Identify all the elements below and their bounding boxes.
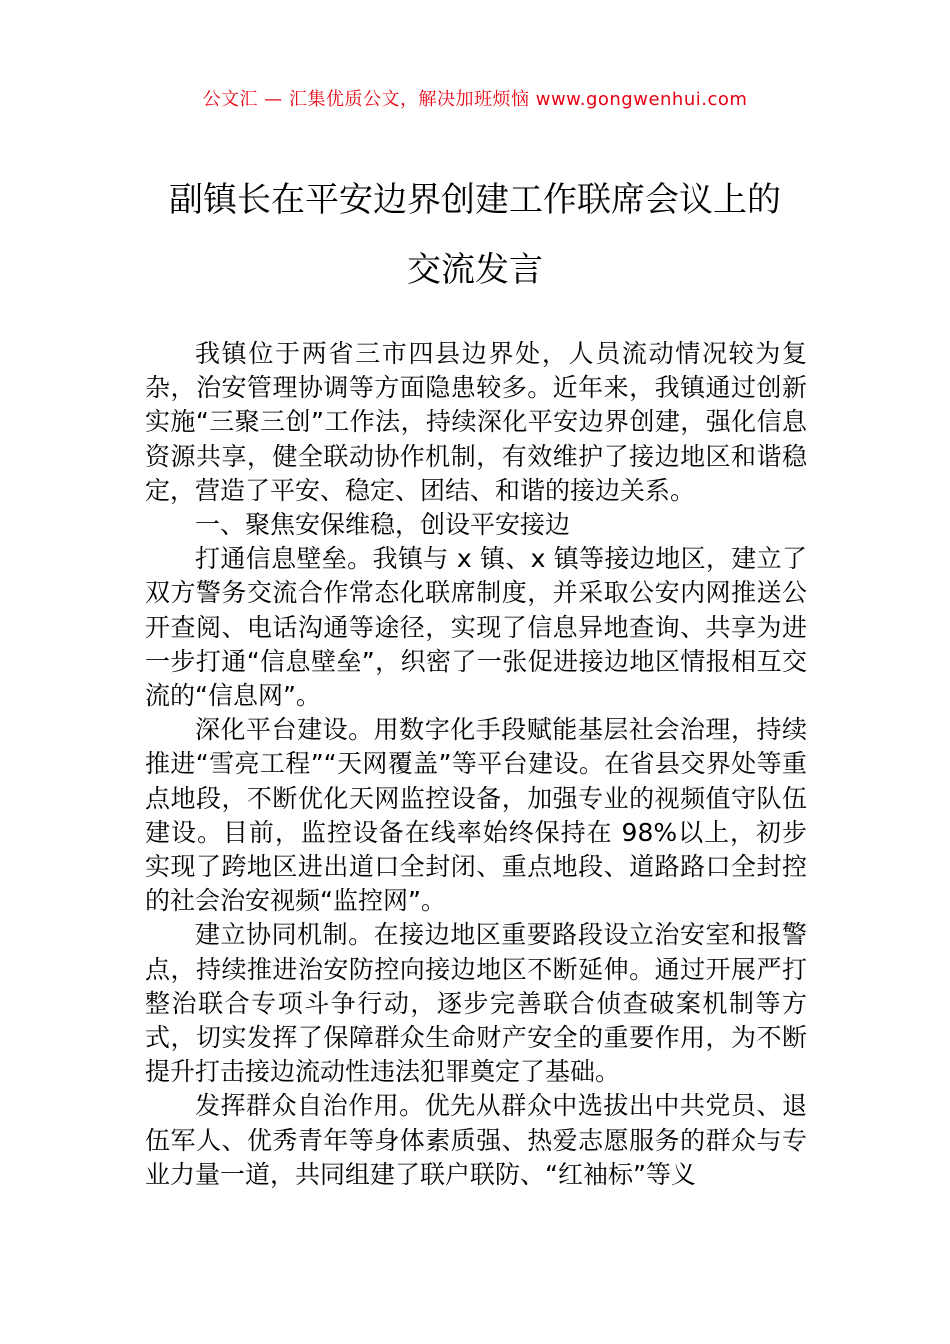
document-body [145,337,807,1192]
document-title-line-2: 交流发言 [407,250,543,290]
header-banner: 公文汇 — 汇集优质公文，解决加班烦恼 www.gongwenhui.com [202,89,748,110]
paragraph-mass-autonomy: 发挥群众自治作用。优先从群众中选拔出中共党员、退伍军人、优秀青年等身体素质强、热爱志愿服务的群众与专业力量一道，共同组建了联户联防、“红袖标”等义 [145,1091,807,1189]
section-heading-1: 一、聚焦安保维稳，创设平安接边 [195,510,571,540]
paragraph-platform-construction: 深化平台建设。用数字化手段赋能基层社会治理，持续推进“雪亮工程”“天网覆盖”等平台建设。在省县交界处等重点地段，不断优化天网监控设备，加强专业的视频值守队伍建设。目前，监控设备在线率始终保持在 98%以上，初步实现了跨地区进出道口全封闭、重点地段、道路路口全封控的社会治安视频“监控网”。 [145,715,807,916]
paragraph-information-barrier: 打通信息壁垒。我镇与 x 镇、x 镇等接边地区，建立了双方警务交流合作常态化联席制度，并采取公安内网推送公开查阅、电话沟通等途径，实现了信息异地查询、共享为进一步打通“信息壁垒”，织密了一张促进接边地区情报相互交流的“信息网”。 [145,544,807,711]
paragraph-coordination-mechanism: 建立协同机制。在接边地区重要路段设立治安室和报警点，持续推进治安防控向接边地区不断延伸。通过开展严打整治联合专项斗争行动，逐步完善联合侦查破案机制等方式，切实发挥了保障群众生命财产安全的重要作用，为不断提升打击接边流动性违法犯罪奠定了基础。 [145,920,807,1087]
paragraph-intro: 我镇位于两省三市四县边界处，人员流动情况较为复杂，治安管理协调等方面隐患较多。近年来，我镇通过创新实施“三聚三创”工作法，持续深化平安边界创建，强化信息资源共享，健全联动协作机制，有效维护了接边地区和谐稳定，营造了平安、稳定、团结、和谐的接边关系。 [145,339,807,505]
document-title-line-1: 副镇长在平安边界创建工作联席会议上的 [169,180,781,220]
